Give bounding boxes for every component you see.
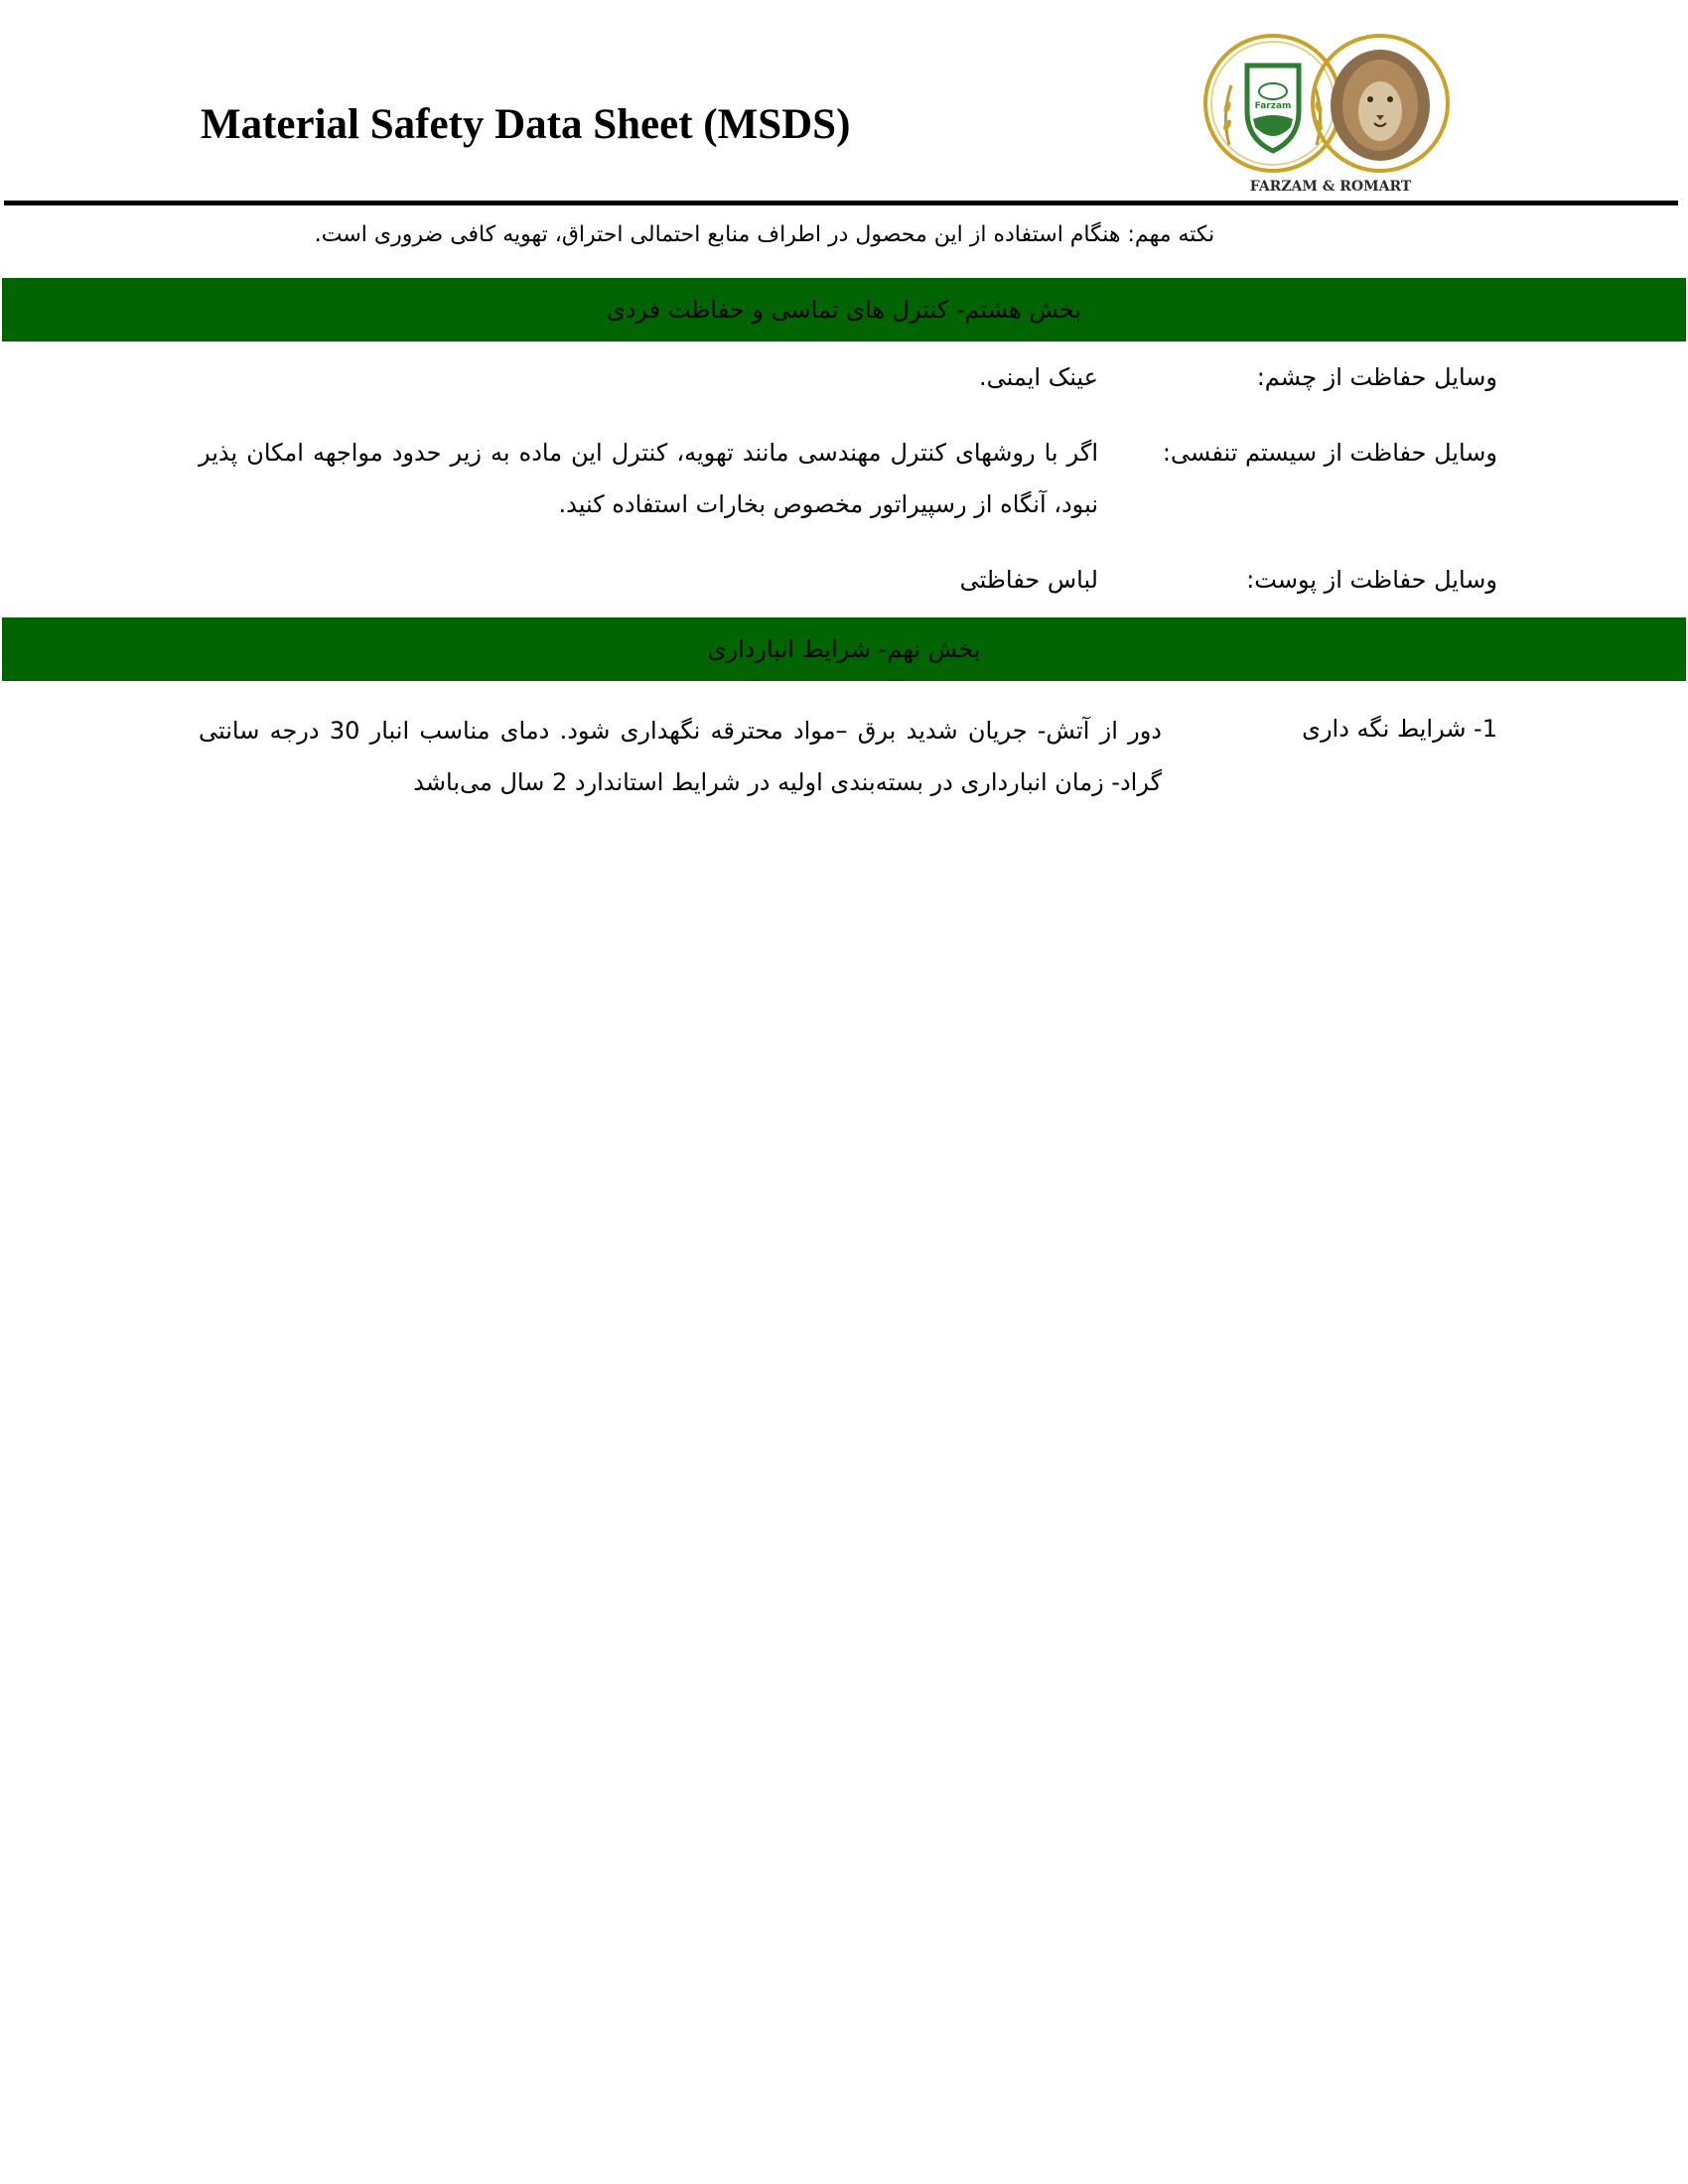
section-8-title: بخش هشتم- کنترل های تماسی و حفاظت فردی [606, 296, 1082, 324]
skin-protection-value: لباس حفاظتی [959, 566, 1098, 594]
section-9-header [2, 617, 1686, 681]
section-8-header [2, 278, 1686, 341]
section-9-title: بخش نهم- شرایط انبارداری [707, 635, 981, 663]
skin-protection-label: وسایل حفاظت از پوست: [1246, 566, 1497, 594]
eye-protection-value: عینک ایمنی. [978, 363, 1098, 391]
logo-caption: FARZAM & ROMART [1249, 179, 1412, 195]
respiratory-protection-value: اگر با روشهای کنترل مهندسی مانند تهویه، کنترل این ماده به زیر حدود مواجهه امکان پذیر نبود، آنگاه از رسپیراتور مخصوص بخارات استفاده کنید. [199, 439, 1098, 518]
document-title: Material Safety Data Sheet (MSDS) [201, 101, 851, 148]
lion-icon [1313, 36, 1448, 171]
storage-conditions-label: 1- شرایط نگه داری [1302, 715, 1497, 743]
logo-badge-text: Farzam [1254, 101, 1292, 111]
company-logo [1192, 16, 1470, 195]
important-note: نکته مهم: هنگام استفاده از این محصول در اطراف منابع احتمالی احتراق، تهویه کافی ضروری است. [314, 222, 1215, 247]
respiratory-protection-label: وسایل حفاظت از سیستم تنفسی: [1162, 439, 1497, 467]
eye-protection-label: وسایل حفاظت از چشم: [1256, 363, 1497, 391]
header-rule [4, 201, 1678, 205]
shield-icon [1247, 66, 1299, 151]
storage-conditions-value: دور از آتش- جریان شدید برق –مواد محترقه نگهداری شود. دمای مناسب انبار 30 درجه سانتی گراد- زمان انبارداری در بسته‌بندی اولیه در شرایط استاندارد 2 سال می‌باشد [199, 717, 1162, 796]
